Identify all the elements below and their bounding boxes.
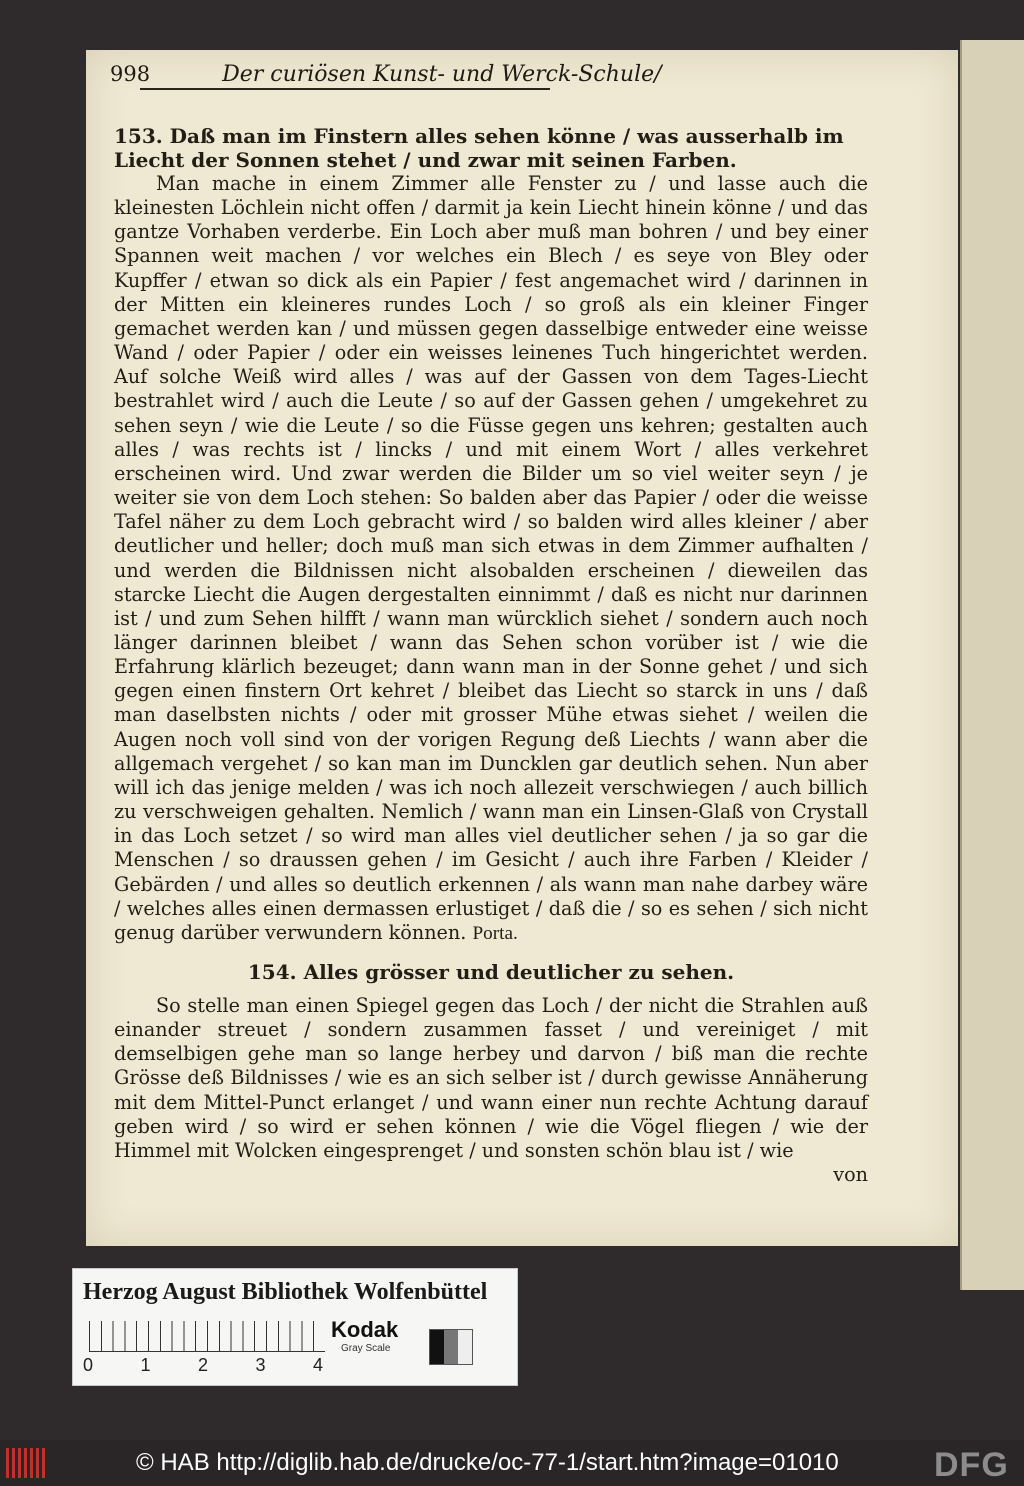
footer-bar xyxy=(0,1440,1024,1486)
page-header xyxy=(110,62,758,87)
kodak-brand: Kodak xyxy=(331,1317,399,1342)
copyright-link[interactable]: © HAB http://diglib.hab.de/drucke/oc-77-1/start.htm?image=01010 xyxy=(136,1449,839,1476)
gray-swatch xyxy=(429,1329,473,1365)
adjacent-page-edge xyxy=(960,40,1024,1290)
section-body-153 xyxy=(114,172,868,946)
section-body-153-text: Man mache in einem Zimmer alle Fenster zu / und lasse auch die kleinesten Löchlein nicht offen / darmit ja kein Liecht hinein könne / und das gantze Vorhaben verderbe. Ein Loch aber muß man bohren / und bey einer Spannen weit machen / vor welches ein Blech / es seye von Bley oder Kupffer / etwan so dick als ein Papier / fest angemachet wird / darinnen in der Mitten ein kleineres rundes Loch / so groß als ein kleiner Finger gemachet werden kan / und müssen gegen dasselbige entweder eine weisse Wand / oder Papier / oder ein weisses leinenes Tuch hingerichtet werden. Auf solche Weiß wird alles / was auf der Gassen von dem Tages-Liecht bestrahlet wird / auch die Leute / so auf der Gassen gehen / umgekehret zu sehen seyn / wie die Leute / so die Füsse gegen uns kehren; gestalten auch alles / was rechts ist / lincks / und mit einem Wort / alles verkehret erscheinen wird. Und zwar werden die Bilder um so viel weiter seyn / je weiter sie von dem Loch stehen: So balden aber das Papier / oder die weisse Tafel näher zu dem Loch gebracht wird / so balden wird alles kleiner / aber deutlicher und heller; doch muß man sich etwas in dem Zimmer aufhalten / und werden die Bildnissen nicht alsobalden erscheinen / dieweilen das starcke Liecht die Augen dergestalten einnimmt / daß es nicht nur darinnen ist / und zum Sehen hilfft / wann man würcklich siehet / sondern auch noch länger darinnen bleibet / wann das Sehen schon vorüber ist / wie die Erfahrung klärlich bezeuget; dann wann man in der Sonne gehet / und sich gegen einen finstern Ort kehret / bleibet das Liecht so starck in uns / daß man daselbsten nichts / oder mit grosser Mühe etwas siehet / weilen die Augen noch voll sind von der vorigen Regung deß Liechts / wann aber die allgemach vergehet / so kan man im Duncklen gar deutlich sehen. Nun aber will ich das jenige melden / was ich noch allezeit verschwiegen / auch billich zu verschweigen gehalten. Nemlich / wann man ein Linsen-Glaß von Crystall in das Loch setzet / so wird man alles viel deutlicher sehen / ja so gar die Menschen / so draussen gehen / im Gesicht / auch ihre Farben / Kleider / Gebärden / und alles so deutlich erkennen / als wann man nahe darbey wäre / welches alles einen dermassen erlustiget / daß die / so es sehen / sich nicht genug darüber verwundern können. xyxy=(114,172,868,944)
hab-logo-icon xyxy=(6,1448,46,1478)
dfg-logo: DFG xyxy=(934,1446,1009,1484)
ruler-number: 0 xyxy=(83,1355,94,1375)
ruler-scale xyxy=(89,1321,325,1352)
header-rule xyxy=(140,88,550,90)
library-name: Herzog August Bibliothek Wolfenbüttel xyxy=(83,1279,488,1305)
ruler-numbers xyxy=(83,1355,323,1376)
gray-scale-label: Gray Scale xyxy=(341,1343,391,1354)
section-heading-154: 154. Alles grösser und deutlicher zu sehen. xyxy=(247,960,735,984)
ruler-number: 3 xyxy=(255,1355,266,1375)
ruler-number: 1 xyxy=(140,1355,151,1375)
page-text xyxy=(114,124,868,1187)
ruler-number: 2 xyxy=(197,1355,208,1375)
color-calibration-bar xyxy=(72,1268,518,1386)
section-body-154: So stelle man einen Spiegel gegen das Loch / der nicht die Strahlen auß einander streuet / sondern zusammen fasset / und vereiniget / mit demselbigen gehe man so lange herbey und darvon / biß man die rechte Grösse deß Bildnisses / wie es an sich selber ist / durch gewisse Annäherung mit dem Mittel-Punct erlanget / und wann einer nun rechte Achtung darauf geben wird / so wird er sehen können / wie die Vögel fliegen / wie der Himmel mit Wolcken eingesprenget / und sonsten schön blau ist / wie xyxy=(114,994,868,1162)
section-heading-153: 153. Daß man im Finstern alles sehen könne / was ausserhalb im Liecht der Sonnen stehet / und zwar mit seinen Farben. xyxy=(114,124,844,172)
source-citation: Porta. xyxy=(472,922,518,944)
page-number: 998 xyxy=(110,62,151,86)
catchword: von xyxy=(833,1163,868,1187)
ruler-number: 4 xyxy=(312,1355,323,1375)
running-head: Der curiösen Kunst- und Werck-Schule/ xyxy=(222,62,662,87)
